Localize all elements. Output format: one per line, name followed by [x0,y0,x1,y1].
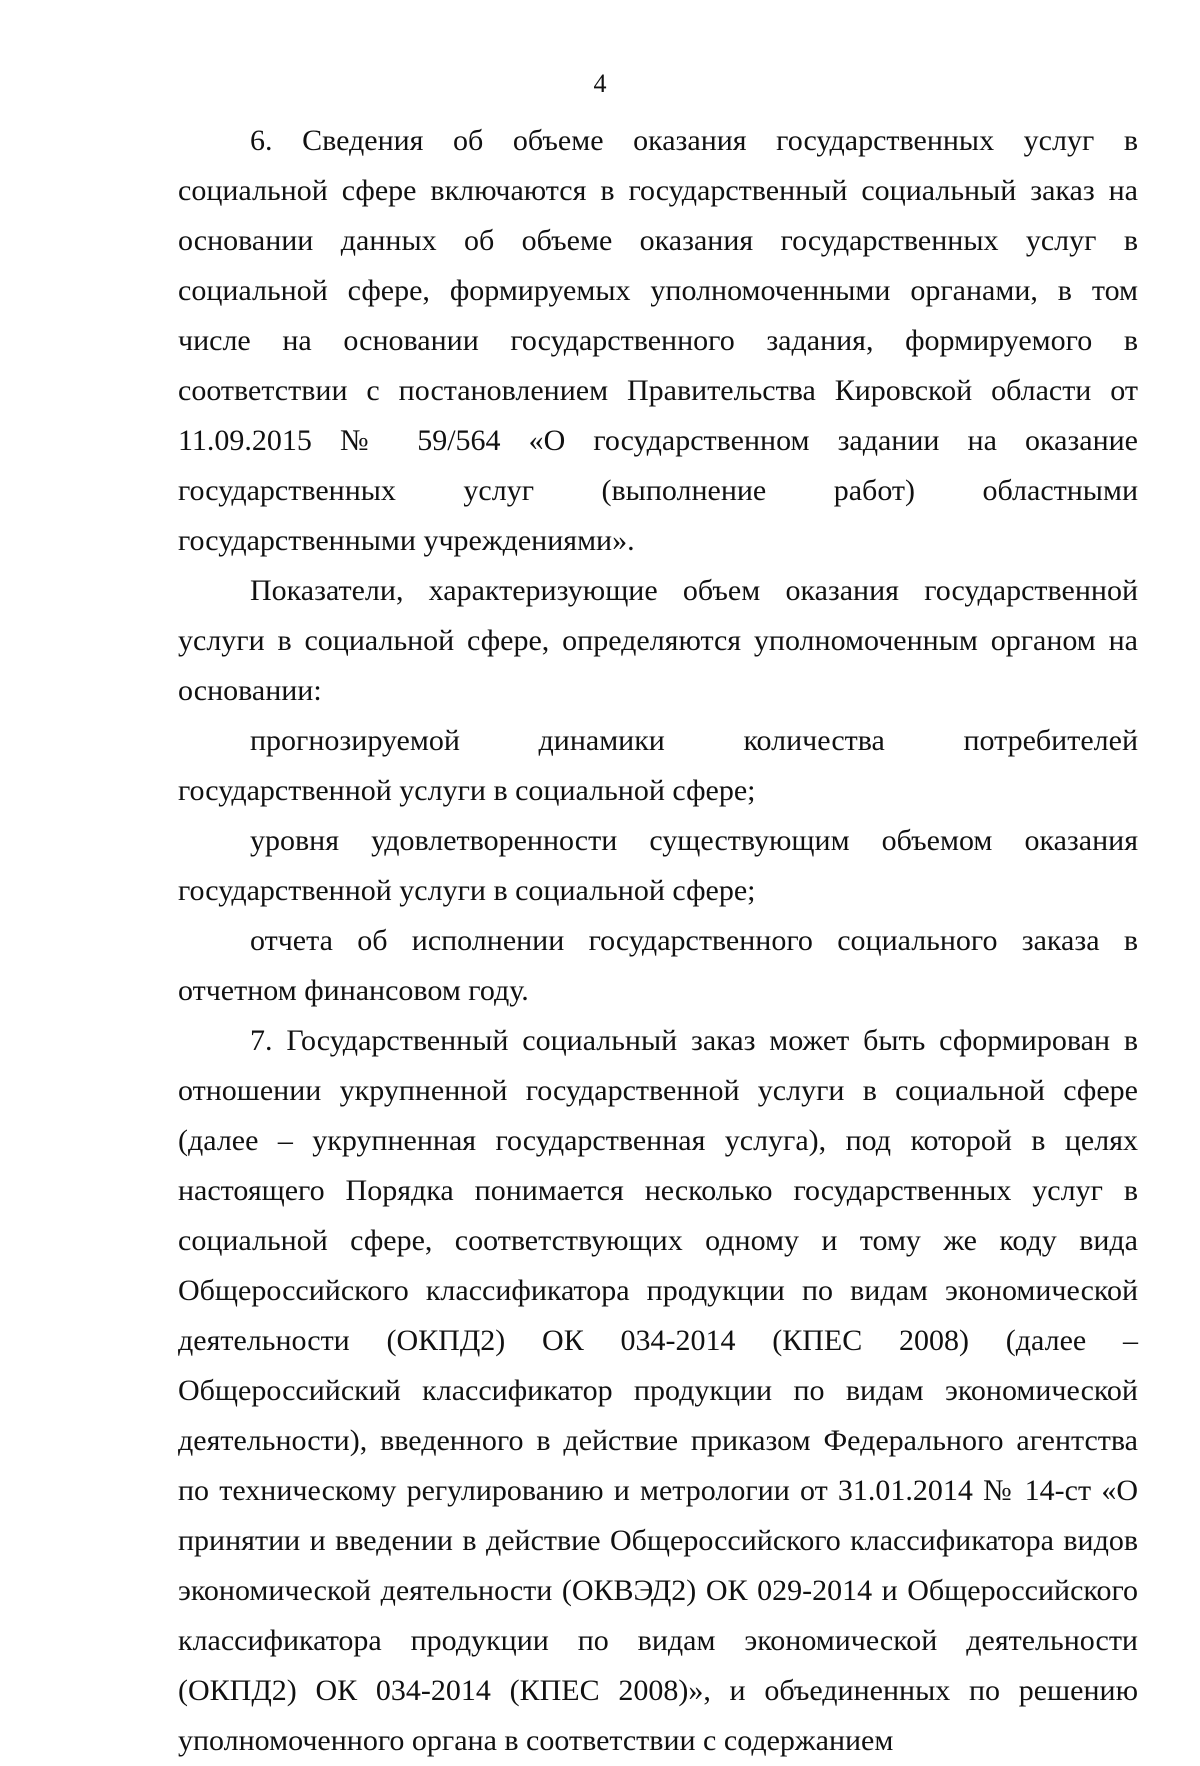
paragraph-satisfaction-level: уровня удовлетворенности существующим объемом оказания государственной услуги в социальной сфере; [178,824,1138,907]
paragraph-execution-report: отчета об исполнении государственного социального заказа в отчетном финансовом году. [178,924,1138,1007]
paragraph-volume-indicators: Показатели, характеризующие объем оказания государственной услуги в социальной сфере, определяются уполномоченным органом на основании: [178,574,1138,707]
paragraph-forecast-dynamics: прогнозируемой динамики количества потребителей государственной услуги в социальной сфере; [178,724,1138,807]
paragraph-7-consolidated-service: 7. Государственный социальный заказ может быть сформирован в отношении укрупненной государственной услуги в социальной сфере (далее – укрупненная государственная услуга), под которой в целях настоящего Порядка понимается несколько государственных услуг в социальной сфере, соответствующих одному и тому же коду вида Общероссийского классификатора продукции по видам экономической деятельности (ОКПД2) ОК 034-2014 (КПЕС 2008) (далее – Общероссийский классификатор продукции по видам экономической деятельности), введенного в действие приказом Федерального агентства по техническому регулированию и метрологии от 31.01.2014 № 14-ст «О принятии и введении в действие Общероссийского классификатора видов экономической деятельности (ОКВЭД2) ОК 029-2014 и Общероссийского классификатора продукции по видам экономической деятельности (ОКПД2) ОК 034-2014 (КПЕС 2008)», и объединенных по решению уполномоченного органа в соответствии с содержанием [178,1024,1138,1757]
paragraph-6-volume-of-services: 6. Сведения об объеме оказания государственных услуг в социальной сфере включаются в государственный социальный заказ на основании данных об объеме оказания государственных услуг в социальной сфере, формируемых уполномоченными органами, в том числе на основании государственного задания, формируемого в соответствии с постановлением Правительства Кировской области от 11.09.2015 № 59/564 «О государственном задании на оказание государственных услуг (выполнение работ) областными государственными учреждениями». [178,124,1138,557]
document-body [178,116,1138,1766]
page-number: 4 [593,69,607,98]
